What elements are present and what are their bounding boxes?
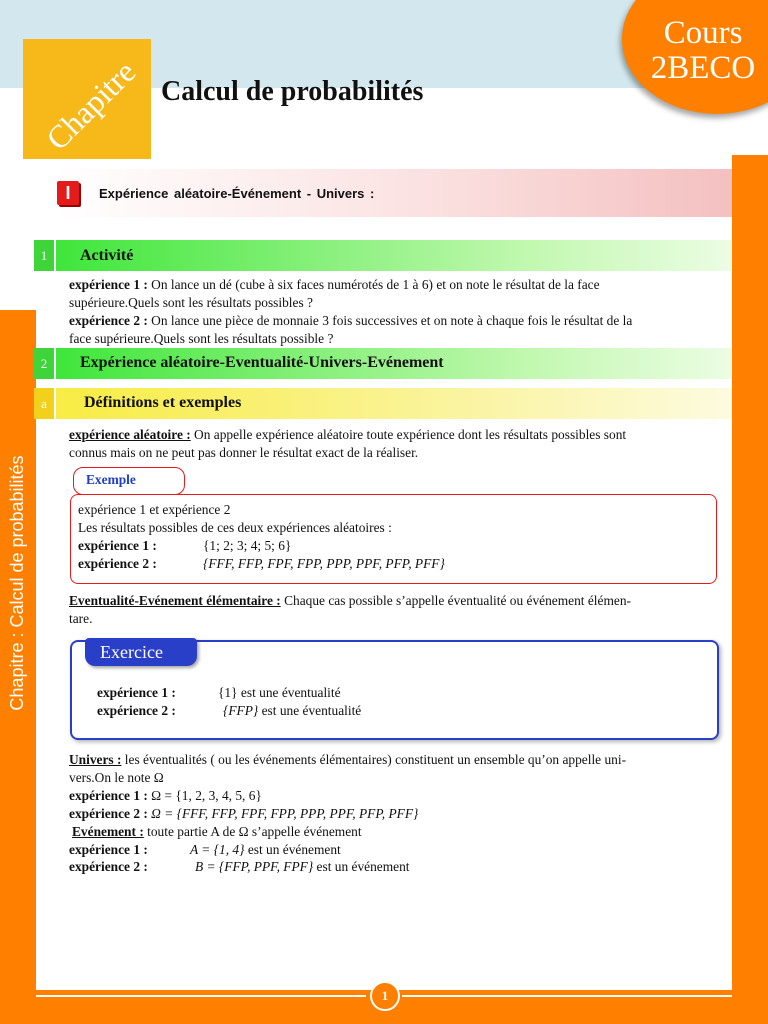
- example-line-2: Les résultats possibles de ces deux expériences aléatoires :: [78, 520, 392, 535]
- subsection-letter: a: [34, 388, 54, 419]
- exp2-label: expérience 2 :: [69, 313, 148, 328]
- exercise-exp1-label: expérience 1 :: [97, 685, 176, 700]
- exercise-exp2-line: [223, 702, 361, 720]
- univers-exp2-value: Ω = {FFF, FFP, FPF, FPP, PPP, PPF, PFP, PFF}: [147, 806, 419, 821]
- page-number: 1: [370, 981, 400, 1011]
- univers-exp1-label: expérience 1 :: [69, 788, 148, 803]
- right-margin-bar: [732, 155, 768, 1024]
- exercise-exp1-line: [218, 684, 341, 702]
- example-exp2-value: {FFF, FFP, FPF, FPP, PPP, PPF, PFP, PFF}: [203, 556, 445, 571]
- eventualite-text-a: Chaque cas possible s’appelle éventualité ou événement élémen-: [280, 593, 631, 608]
- exercise-exp2-set: {FFP}: [223, 703, 259, 718]
- course-label-line1: Cours: [663, 15, 743, 51]
- example-exp1-label: expérience 1 :: [78, 538, 157, 553]
- exercise-exp1-text: est une éventualité: [237, 685, 341, 700]
- activity-experience-2: [69, 312, 717, 348]
- subsection-bar-activite: [56, 240, 732, 271]
- definition-evenement: [72, 823, 362, 841]
- exercise-exp1-set: {1}: [218, 685, 238, 700]
- section-title: Expérience aléatoire-Événement - Univers :: [99, 186, 375, 201]
- course-label: [638, 16, 768, 86]
- activity-experience-1: [69, 276, 717, 312]
- exp2-text-a: On lance une pièce de monnaie 3 fois successives et on note à chaque fois le résultat de la: [147, 313, 633, 328]
- subsection-number: 1: [34, 240, 54, 271]
- exp2-text-b: face supérieure.Quels sont les résultats possible ?: [69, 331, 334, 346]
- chapter-badge-text: Chapitre: [38, 53, 143, 157]
- exp1-label: expérience 1 :: [69, 277, 148, 292]
- example-line-1: expérience 1 et expérience 2: [78, 502, 231, 517]
- univers-exp2-label: expérience 2 :: [69, 806, 148, 821]
- definition-text-b: connus mais on ne peut pas donner le résultat exact de la réaliser.: [69, 445, 419, 460]
- definition-experience-aleatoire: [69, 426, 717, 462]
- exp1-text-a: On lance un dé (cube à six faces numérotés de 1 à 6) et on note le résultat de la face: [147, 277, 600, 292]
- page-title: Calcul de probabilités: [161, 76, 424, 107]
- evenement-exp1-label: expérience 1 :: [69, 842, 148, 857]
- exercise-exp2-label: expérience 2 :: [97, 703, 176, 718]
- univers-exp2: [69, 805, 418, 823]
- evenement-exp1-value: A = {1, 4}: [190, 842, 245, 857]
- evenement-exp2-value: B = {FFP, PPF, FPF}: [195, 859, 314, 874]
- eventualite-text-b: tare.: [69, 611, 93, 626]
- example-exp1-value: {1; 2; 3; 4; 5; 6}: [203, 538, 292, 553]
- course-label-line2: 2BECO: [650, 50, 756, 86]
- definition-text-a: On appelle expérience aléatoire toute expérience dont les résultats possibles sont: [190, 427, 627, 442]
- evenement-label: Evénement :: [72, 824, 144, 839]
- exercise-tag-label: Exercice: [100, 642, 163, 662]
- footer-rule-left: [36, 995, 366, 997]
- side-chapter-label: Chapitre : Calcul de probabilités: [7, 455, 27, 711]
- definition-eventualite: [69, 592, 717, 628]
- univers-exp1-value: Ω = {1, 2, 3, 4, 5, 6}: [147, 788, 262, 803]
- evenement-exp1-line: [190, 841, 341, 859]
- definition-univers: [69, 751, 717, 787]
- exercise-exp2-text: est une éventualité: [258, 703, 362, 718]
- subsection-title-definitions: Définitions et exemples: [84, 394, 242, 411]
- evenement-exp2-line: [195, 858, 410, 876]
- section-number-badge: I: [57, 181, 79, 205]
- exp1-text-b: supérieure.Quels sont les résultats possibles ?: [69, 295, 313, 310]
- evenement-text: toute partie A de Ω s’appelle événement: [143, 824, 362, 839]
- subsection-title-experience: Expérience aléatoire-Eventualité-Univers-Evénement: [80, 354, 444, 371]
- evenement-exp1-text: est un événement: [244, 842, 341, 857]
- chapter-badge: [23, 39, 151, 159]
- example-exp2-label: expérience 2 :: [78, 556, 157, 571]
- subsection-number: 2: [34, 348, 54, 379]
- univers-exp1: [69, 787, 262, 805]
- univers-text-a: les éventualités ( ou les événements élémentaires) constituent un ensemble qu’on appelle uni-: [121, 752, 627, 767]
- definition-label: expérience aléatoire :: [69, 427, 191, 442]
- univers-label: Univers :: [69, 752, 122, 767]
- subsection-title-activite: Activité: [80, 247, 134, 264]
- evenement-exp2-text: est un événement: [313, 859, 410, 874]
- univers-text-b: vers.On le note Ω: [69, 770, 164, 785]
- example-tag-label: Exemple: [86, 472, 136, 487]
- eventualite-label: Eventualité-Evénement élémentaire :: [69, 593, 281, 608]
- footer-rule-right: [402, 995, 732, 997]
- evenement-exp2-label: expérience 2 :: [69, 859, 148, 874]
